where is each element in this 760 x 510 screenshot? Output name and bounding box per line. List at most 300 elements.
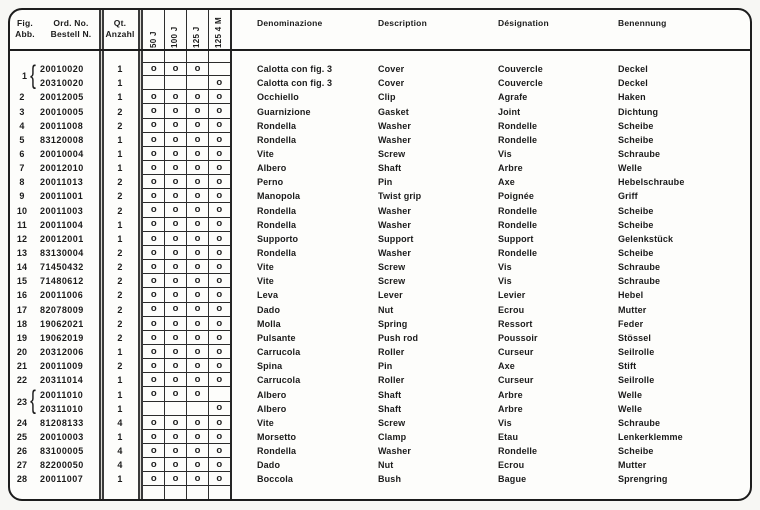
availability-mark-50j: o [150, 303, 157, 315]
table-row [10, 175, 750, 189]
availability-mark-125-4m [209, 387, 231, 400]
model-availability-cells [143, 288, 230, 302]
quantity-value: 1 [117, 347, 123, 358]
availability-mark-125j: o [194, 232, 201, 244]
designation-text: Etau [498, 431, 519, 442]
availability-mark-125-4m: o [216, 430, 223, 442]
quantity-value: 4 [117, 460, 123, 471]
part-number: 20011013 [40, 177, 84, 188]
model-availability-cells [143, 218, 230, 232]
quantity-value: 2 [117, 304, 123, 315]
benennung-text: Deckel [618, 78, 648, 89]
designation-text: Rondelle [498, 219, 538, 230]
availability-mark-50j: o [150, 63, 157, 75]
availability-mark-50j [143, 402, 165, 415]
table-row [10, 90, 750, 104]
denominazione-text: Guarnizione [257, 106, 311, 117]
model-availability-cells [143, 274, 230, 288]
availability-mark-125-4m: o [216, 147, 223, 159]
description-text: Shaft [378, 163, 402, 174]
description-text: Clip [378, 92, 396, 103]
quantity-value: 2 [117, 332, 123, 343]
availability-mark-100j: o [172, 260, 179, 272]
quantity-value: 4 [117, 417, 123, 428]
designation-text: Axe [498, 361, 515, 372]
description-text: Screw [378, 148, 406, 159]
description-text: Nut [378, 304, 394, 315]
model-availability-cells [143, 161, 230, 175]
availability-mark-100j: o [172, 430, 179, 442]
designation-text: Rondelle [498, 446, 538, 457]
fig-number: 14 [16, 262, 28, 273]
availability-mark-125j: o [194, 63, 201, 75]
quantity-value: 1 [117, 219, 123, 230]
benennung-text: Hebel [618, 290, 644, 301]
availability-mark-125-4m: o [216, 402, 223, 414]
availability-mark-50j: o [150, 275, 157, 287]
quantity-value: 1 [117, 431, 123, 442]
benennung-text: Scheibe [618, 205, 654, 216]
column-header-model-100j: 100 J [170, 26, 179, 48]
description-text: Pin [378, 177, 393, 188]
description-text: Washer [378, 446, 412, 457]
description-text: Washer [378, 120, 412, 131]
availability-mark-125-4m: o [216, 473, 223, 485]
availability-mark-50j: o [150, 176, 157, 187]
availability-mark-125-4m: o [216, 190, 223, 202]
availability-mark-50j: o [150, 430, 157, 442]
availability-mark-125j: o [194, 260, 201, 272]
designation-text: Couvercle [498, 78, 543, 89]
fig-number: 9 [19, 191, 25, 202]
description-text: Washer [378, 134, 412, 145]
availability-mark-50j: o [150, 388, 157, 400]
designation-text: Couvercle [498, 64, 543, 75]
denominazione-text: Manopola [257, 191, 301, 202]
availability-mark-100j: o [172, 176, 179, 187]
availability-mark-125j: o [194, 331, 201, 343]
quantity-value: 1 [117, 78, 123, 89]
parts-list-table-card [8, 8, 752, 501]
fig-number: 4 [19, 120, 25, 131]
designation-text: Rondelle [498, 248, 538, 258]
column-header-fig [10, 18, 40, 40]
model-availability-cells [143, 76, 230, 90]
benennung-text: Griff [618, 191, 638, 202]
benennung-text: Seilrolle [618, 347, 655, 358]
denominazione-text: Calotta con fig. 3 [257, 78, 333, 89]
fig-number [10, 402, 34, 416]
model-availability-cells [143, 373, 230, 387]
availability-mark-100j: o [172, 359, 179, 371]
part-number: 20011006 [40, 290, 84, 301]
part-number: 20011010 [40, 389, 84, 400]
brace-glyph: { [30, 386, 36, 416]
benennung-text: Stift [618, 361, 637, 372]
availability-mark-50j: o [150, 105, 157, 117]
part-number: 71480612 [40, 276, 84, 287]
model-availability-cells [143, 359, 230, 373]
fig-number: 27 [16, 460, 28, 471]
description-text: Shaft [378, 403, 402, 414]
availability-mark-100j: o [172, 388, 179, 400]
quantity-value: 2 [117, 205, 123, 216]
column-header-model-125-4m: 125 4 M [214, 16, 223, 48]
quantity-value: 1 [117, 389, 123, 400]
benennung-text: Scheibe [618, 120, 654, 131]
part-number: 81208133 [40, 417, 84, 428]
part-number: 20010003 [40, 431, 84, 442]
availability-mark-100j [165, 402, 187, 415]
designation-text: Curseur [498, 375, 534, 386]
benennung-text: Lenkerklemme [618, 431, 683, 442]
availability-mark-125j: o [194, 444, 201, 456]
model-availability-cells [143, 104, 230, 118]
denominazione-text: Rondella [257, 120, 297, 131]
brace-glyph: { [30, 61, 36, 91]
availability-mark-50j: o [150, 459, 157, 470]
benennung-text: Welle [618, 403, 643, 414]
quantity-value: 1 [117, 92, 123, 103]
table-row [10, 133, 750, 147]
model-availability-cells [143, 331, 230, 345]
availability-mark-100j: o [172, 133, 179, 145]
fig-number: 25 [16, 431, 28, 442]
benennung-text: Hebelschraube [618, 177, 685, 188]
availability-mark-50j: o [150, 473, 157, 485]
quantity-value: 2 [117, 262, 123, 273]
benennung-text: Schraube [618, 276, 661, 287]
table-row [10, 76, 750, 90]
fig-number: 21 [16, 361, 28, 372]
availability-mark-125-4m: o [216, 119, 223, 131]
quantity-value: 1 [117, 163, 123, 174]
fig-number: 22 [16, 375, 28, 386]
availability-mark-125-4m: o [216, 133, 223, 145]
availability-mark-125-4m: o [216, 275, 223, 287]
description-text: Washer [378, 248, 412, 258]
fig-number: 8 [19, 177, 25, 188]
model-availability-cells [143, 246, 230, 260]
part-number: 20011001 [40, 191, 84, 202]
availability-mark-50j: o [150, 345, 157, 357]
fig-number: 24 [16, 417, 28, 428]
fig-number: 12 [16, 233, 28, 244]
designation-text: Vis [498, 276, 512, 287]
quantity-value: 2 [117, 177, 123, 188]
quantity-value: 1 [117, 233, 123, 244]
availability-mark-50j: o [150, 359, 157, 371]
denominazione-text: Rondella [257, 219, 297, 230]
denominazione-text: Perno [257, 177, 284, 188]
benennung-text: Seilrolle [618, 375, 655, 386]
fig-number: 11 [17, 219, 27, 230]
part-number: 19062019 [40, 332, 84, 343]
denominazione-text: Spina [257, 361, 283, 372]
denominazione-text: Leva [257, 290, 279, 301]
availability-mark-50j: o [150, 232, 157, 244]
availability-mark-50j: o [150, 444, 157, 456]
availability-mark-125-4m [209, 63, 231, 75]
quantity-value: 1 [117, 403, 123, 414]
availability-mark-100j: o [172, 331, 179, 343]
table-row [10, 402, 750, 416]
fig-label-line2: Abb. [15, 29, 35, 40]
designation-text: Levier [498, 290, 526, 301]
designation-text: Poignée [498, 191, 535, 202]
table-row [10, 161, 750, 175]
table-row [10, 472, 750, 486]
availability-mark-50j: o [150, 289, 157, 301]
availability-mark-50j: o [150, 331, 157, 343]
availability-mark-125-4m: o [216, 289, 223, 301]
availability-mark-125j: o [194, 303, 201, 315]
benennung-text: Haken [618, 92, 646, 103]
availability-mark-50j: o [150, 317, 157, 329]
availability-mark-100j: o [172, 105, 179, 117]
description-text: Cover [378, 64, 405, 75]
part-number: 20011004 [40, 219, 84, 230]
fig-number: 6 [19, 148, 25, 159]
table-row [10, 444, 750, 458]
table-row [10, 260, 750, 274]
table-row [10, 387, 750, 401]
fig-number-braced-group: 23 [16, 396, 27, 407]
designation-text: Arbre [498, 403, 523, 414]
fig-number-braced-group: 1 [21, 71, 27, 82]
availability-mark-50j: o [150, 190, 157, 202]
quantity-value: 1 [117, 64, 123, 75]
designation-text: Ecrou [498, 460, 525, 471]
benennung-text: Dichtung [618, 106, 659, 117]
column-header-ord-no [40, 18, 102, 40]
designation-text: Arbre [498, 163, 523, 174]
availability-mark-125-4m: o [216, 444, 223, 456]
description-text: Bush [378, 474, 402, 485]
availability-mark-100j: o [172, 91, 179, 103]
availability-mark-125-4m: o [216, 232, 223, 244]
model-availability-cells [143, 387, 230, 401]
availability-mark-125j: o [194, 133, 201, 145]
availability-mark-100j: o [172, 289, 179, 301]
fig-number: 18 [16, 318, 28, 329]
quantity-value: 2 [117, 191, 123, 202]
availability-mark-50j: o [150, 260, 157, 272]
designation-text: Axe [498, 177, 515, 188]
availability-mark-125j: o [194, 246, 201, 258]
benennung-text: Gelenkstück [618, 233, 674, 244]
availability-mark-50j: o [150, 119, 157, 131]
model-availability-cells [143, 402, 230, 416]
benennung-text: Feder [618, 318, 644, 329]
designation-text: Agrafe [498, 92, 528, 103]
fig-number: 15 [16, 276, 28, 287]
table-row [10, 416, 750, 430]
availability-mark-100j [165, 76, 187, 89]
table-row [10, 147, 750, 161]
denominazione-text: Albero [257, 389, 287, 400]
description-text: Pin [378, 361, 393, 372]
availability-mark-125j: o [194, 105, 201, 117]
availability-mark-125-4m: o [216, 176, 223, 187]
availability-mark-125-4m: o [216, 91, 223, 103]
description-text: Shaft [378, 389, 402, 400]
part-number: 20010020 [40, 64, 84, 75]
table-row [10, 218, 750, 232]
column-header-designation: Désignation [498, 18, 549, 28]
fig-number: 19 [16, 332, 28, 343]
availability-mark-125j [187, 76, 209, 89]
fig-label-line1: Fig. [17, 18, 33, 28]
model-availability-cells [143, 189, 230, 203]
description-text: Twist grip [378, 191, 422, 202]
fig-number: 10 [16, 205, 28, 216]
table-row [10, 104, 750, 118]
fig-number [10, 76, 34, 90]
benennung-text: Scheibe [618, 446, 654, 457]
benennung-text: Schraube [618, 262, 661, 273]
availability-mark-100j: o [172, 246, 179, 258]
quantity-value: 2 [117, 276, 123, 287]
benennung-text: Scheibe [618, 134, 654, 145]
table-row [10, 430, 750, 444]
availability-mark-50j: o [150, 133, 157, 145]
quantity-value: 2 [117, 318, 123, 329]
designation-text: Bague [498, 474, 527, 485]
description-text: Screw [378, 417, 406, 428]
availability-mark-100j: o [172, 416, 179, 428]
denominazione-text: Boccola [257, 474, 294, 485]
availability-mark-125-4m: o [216, 459, 223, 470]
availability-mark-100j: o [172, 218, 179, 230]
denominazione-text: Albero [257, 403, 287, 414]
column-header-model-125j: 125 J [192, 26, 201, 48]
availability-mark-125-4m: o [216, 374, 223, 386]
table-row [10, 232, 750, 246]
table-row [10, 204, 750, 218]
table-row [10, 373, 750, 387]
denominazione-text: Vite [257, 148, 274, 159]
designation-text: Vis [498, 148, 512, 159]
column-header-denominazione: Denominazione [257, 18, 323, 28]
benennung-text: Scheibe [618, 248, 654, 258]
model-availability-cells [143, 303, 230, 317]
availability-mark-125j: o [194, 416, 201, 428]
denominazione-text: Calotta con fig. 3 [257, 64, 333, 75]
part-number: 20010005 [40, 106, 84, 117]
quantity-value: 2 [117, 290, 123, 301]
designation-text: Joint [498, 106, 521, 117]
availability-mark-125-4m: o [216, 317, 223, 329]
fig-number: 3 [19, 106, 25, 117]
description-text: Roller [378, 347, 405, 358]
denominazione-text: Rondella [257, 446, 297, 457]
header-separator-rule [10, 49, 750, 51]
quantity-value: 1 [117, 148, 123, 159]
part-number: 83100005 [40, 446, 84, 457]
benennung-text: Sprengring [618, 474, 668, 485]
table-row [10, 62, 750, 76]
description-text: Nut [378, 460, 394, 471]
table-row [10, 345, 750, 359]
quantity-value: 1 [117, 134, 123, 145]
availability-mark-125j: o [194, 359, 201, 371]
table-row [10, 317, 750, 331]
designation-text: Poussoir [498, 332, 538, 343]
quantity-value: 2 [117, 120, 123, 131]
availability-mark-100j: o [172, 303, 179, 315]
designation-text: Arbre [498, 389, 523, 400]
model-availability-cells [143, 345, 230, 359]
model-availability-cells [143, 458, 230, 472]
availability-mark-50j: o [150, 91, 157, 103]
model-availability-cells [143, 317, 230, 331]
availability-mark-125-4m: o [216, 204, 223, 216]
quantity-value: 1 [117, 474, 123, 485]
denominazione-text: Supporto [257, 233, 299, 244]
availability-mark-125j: o [194, 275, 201, 287]
part-number: 20011007 [40, 474, 84, 485]
table-row [10, 303, 750, 317]
model-availability-cells [143, 260, 230, 274]
denominazione-text: Vite [257, 262, 274, 273]
availability-mark-125-4m: o [216, 260, 223, 272]
availability-mark-50j: o [150, 374, 157, 386]
benennung-text: Welle [618, 389, 643, 400]
availability-mark-50j: o [150, 218, 157, 230]
part-number: 82078009 [40, 304, 84, 315]
part-number: 20311014 [40, 375, 84, 386]
availability-mark-125j: o [194, 147, 201, 159]
model-availability-cells [143, 444, 230, 458]
availability-mark-100j: o [172, 459, 179, 470]
denominazione-text: Rondella [257, 248, 297, 258]
availability-mark-100j: o [172, 204, 179, 216]
model-availability-cells [143, 232, 230, 246]
availability-mark-125j: o [194, 374, 201, 386]
table-row [10, 189, 750, 203]
table-row [10, 119, 750, 133]
denominazione-text: Carrucola [257, 347, 301, 358]
availability-mark-125j: o [194, 345, 201, 357]
availability-mark-100j: o [172, 232, 179, 244]
availability-mark-125j: o [194, 91, 201, 103]
benennung-text: Stössel [618, 332, 652, 343]
denominazione-text: Vite [257, 276, 274, 287]
availability-mark-50j: o [150, 416, 157, 428]
denominazione-text: Vite [257, 417, 274, 428]
denominazione-text: Carrucola [257, 375, 301, 386]
denominazione-text: Morsetto [257, 431, 297, 442]
benennung-text: Mutter [618, 304, 647, 315]
availability-mark-100j: o [172, 374, 179, 386]
benennung-text: Welle [618, 163, 643, 174]
description-text: Push rod [378, 332, 419, 343]
availability-mark-50j: o [150, 161, 157, 173]
table-row [10, 331, 750, 345]
description-text: Lever [378, 290, 403, 301]
fig-number: 17 [16, 304, 28, 315]
description-text: Roller [378, 375, 405, 386]
model-availability-cells [143, 416, 230, 430]
table-row [10, 246, 750, 260]
model-availability-cells [143, 430, 230, 444]
part-number: 20312006 [40, 347, 84, 358]
ord-label-line2: Bestell N. [50, 29, 92, 40]
designation-text: Vis [498, 417, 512, 428]
part-number: 20011008 [40, 120, 84, 131]
benennung-text: Scheibe [618, 219, 654, 230]
